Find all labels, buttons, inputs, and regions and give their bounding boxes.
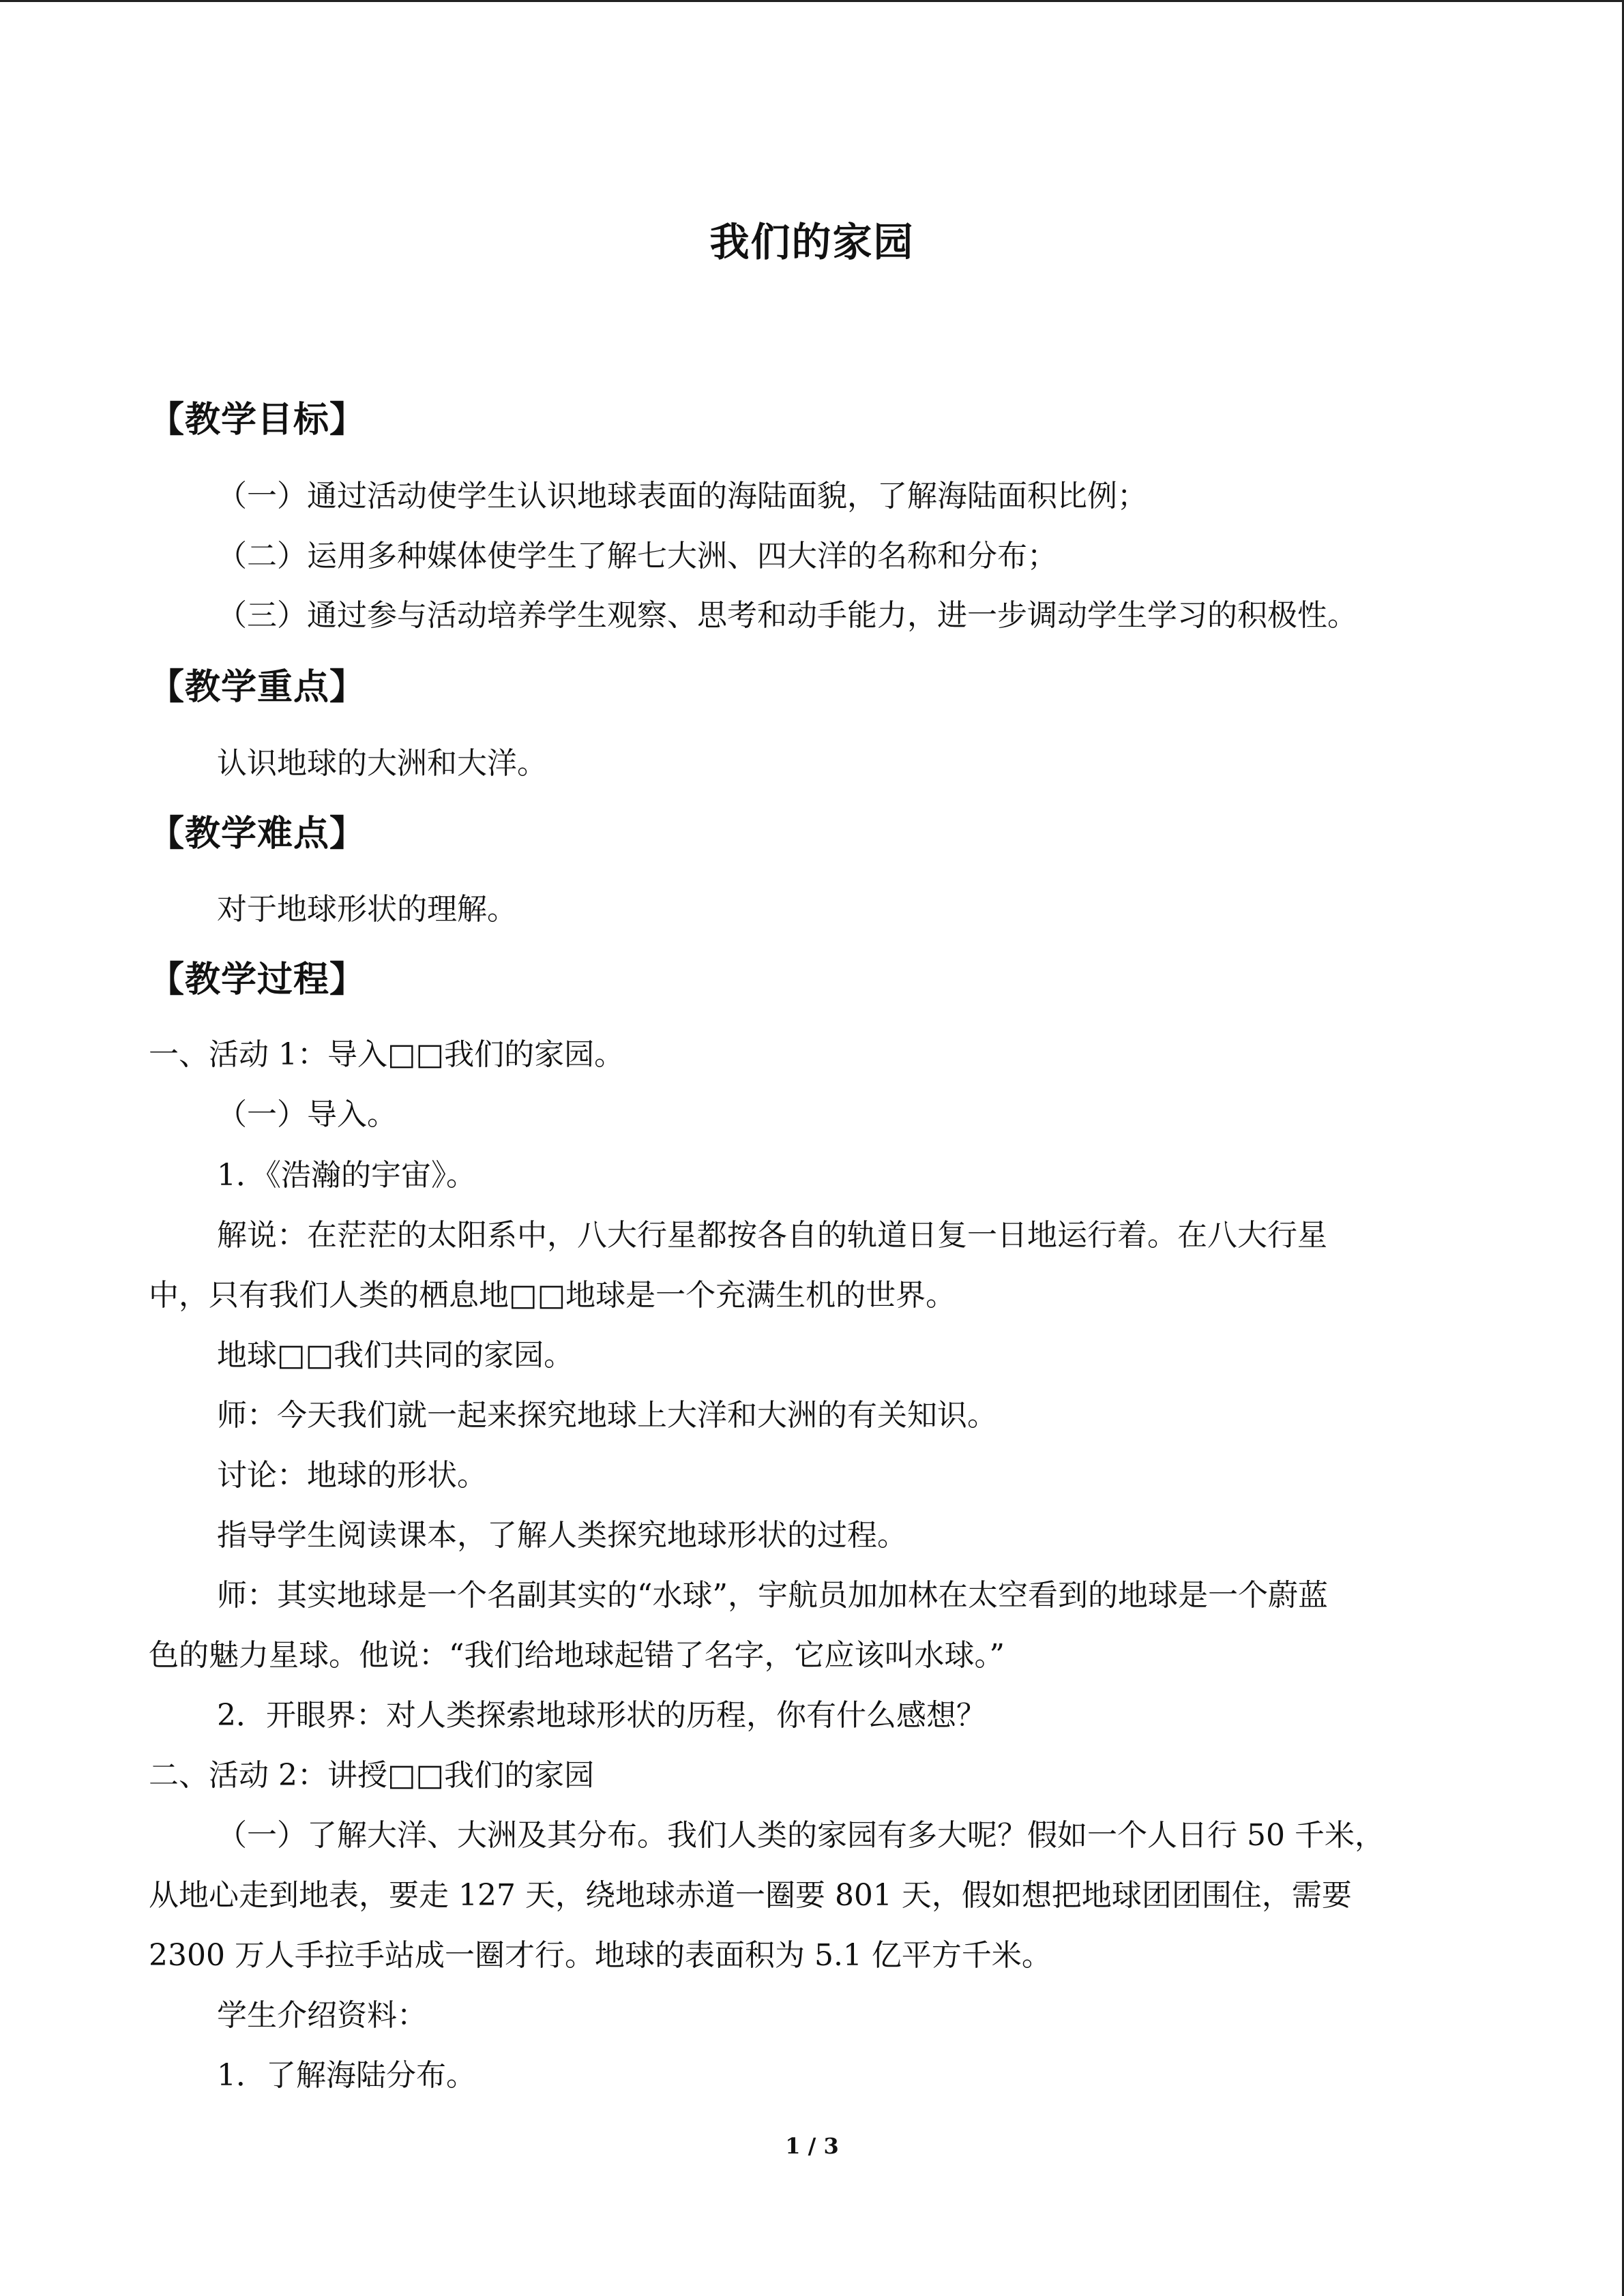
process-line: 学生介绍资料：: [217, 1998, 427, 2033]
page-title: 我们的家园: [709, 219, 915, 265]
process-line: 指导学生阅读课本，了解人类探究地球形状的过程。: [217, 1518, 907, 1553]
process-line: 解说：在茫茫的太阳系中，八大行星都按各自的轨道日复一日地运行着。在八大行星: [217, 1218, 1327, 1253]
process-line: 2300 万人手拉手站成一圈才行。地球的表面积为 5.1 亿平方千米。: [149, 1938, 1052, 1973]
heading-difficulties: 【教学难点】: [149, 814, 366, 854]
goal-item-3: （三）通过参与活动培养学生观察、思考和动手能力，进一步调动学生学习的积极性。: [217, 598, 1357, 633]
process-line: （一）导入。: [217, 1097, 397, 1132]
process-line: 色的魅力星球。他说：“我们给地球起错了名字，它应该叫水球。”: [149, 1638, 1005, 1673]
page-border-top: [0, 0, 1624, 2]
process-line: 1．《浩瀚的宇宙》。: [217, 1158, 476, 1193]
process-line: 一、活动 1：导入□□我们的家园。: [149, 1037, 625, 1072]
process-line: 师：今天我们就一起来探究地球上大洋和大洲的有关知识。: [217, 1398, 997, 1433]
goal-item-2: （二）运用多种媒体使学生了解七大洲、四大洋的名称和分布；: [217, 539, 1057, 573]
process-line: 讨论：地球的形状。: [217, 1458, 487, 1493]
process-line: 1．了解海陆分布。: [217, 2058, 476, 2093]
process-line: 从地心走到地表，要走 127 天，绕地球赤道一圈要 801 天，假如想把地球团团围住，需要: [149, 1878, 1352, 1913]
goal-item-1: （一）通过活动使学生认识地球表面的海陆面貌，了解海陆面积比例；: [217, 479, 1147, 513]
process-line: 地球□□我们共同的家园。: [217, 1338, 574, 1373]
process-line: （一）了解大洋、大洲及其分布。我们人类的家园有多大呢？假如一个人日行 50 千米，: [217, 1818, 1385, 1853]
heading-teaching-goals: 【教学目标】: [149, 400, 366, 441]
process-line: 2．开眼界：对人类探索地球形状的历程，你有什么感想？: [217, 1698, 986, 1733]
page-number: 1 / 3: [785, 2133, 839, 2159]
process-line: 师：其实地球是一个名副其实的“水球”，宇航员加加林在太空看到的地球是一个蔚蓝: [217, 1578, 1328, 1613]
heading-key-points: 【教学重点】: [149, 667, 366, 708]
heading-process: 【教学过程】: [149, 959, 366, 1000]
process-line: 二、活动 2：讲授□□我们的家园: [149, 1758, 595, 1793]
difficulties-text: 对于地球形状的理解。: [217, 892, 517, 927]
key-points-text: 认识地球的大洲和大洋。: [217, 746, 547, 781]
process-line: 中，只有我们人类的栖息地□□地球是一个充满生机的世界。: [149, 1278, 956, 1313]
